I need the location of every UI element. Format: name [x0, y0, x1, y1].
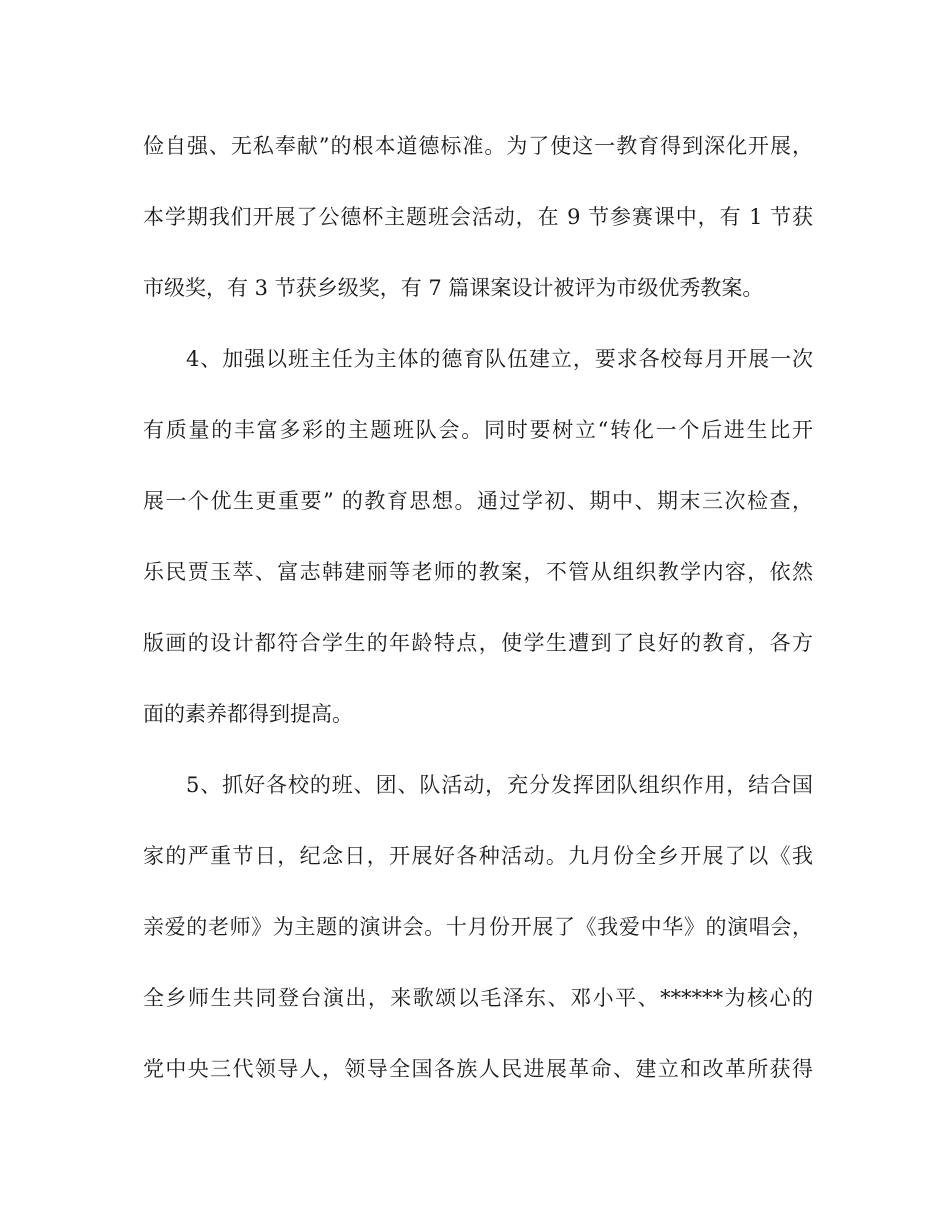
text-line-5: 有质量的丰富多彩的主题班队会。同时要树立“转化一个后进生比开	[143, 418, 813, 442]
text-line-8: 版画的设计都符合学生的年龄特点，使学生遭到了良好的教育，各方	[143, 631, 813, 655]
text-line-11: 家的严重节日，纪念日，开展好各种活动。九月份全乡开展了以《我	[143, 844, 813, 868]
text-line-4: 4、加强以班主任为主体的德育队伍建立，要求各校每月开展一次	[186, 347, 813, 371]
text-line-9: 面的素养都得到提高。	[143, 702, 353, 726]
text-line-14: 党中央三代领导人，领导全国各族人民进展革命、建立和改革所获得	[143, 1057, 813, 1081]
text-line-12: 亲爱的老师》为主题的演讲会。十月份开展了《我爱中华》的演唱会，	[143, 915, 813, 939]
text-line-6: 展一个优生更重要” 的教育思想。通过学初、期中、期末三次检查，	[143, 489, 813, 513]
text-line-3: 市级奖，有 3 节获乡级奖，有 7 篇课案设计被评为市级优秀教案。	[143, 276, 764, 300]
text-line-1: 俭自强、无私奉献”的根本道德标准。为了使这一教育得到深化开展，	[143, 134, 813, 158]
text-line-13: 全乡师生共同登台演出，来歌颂以毛泽东、邓小平、******为核心的	[143, 986, 813, 1010]
text-line-10: 5、抓好各校的班、团、队活动，充分发挥团队组织作用，结合国	[186, 773, 813, 797]
text-line-7: 乐民贾玉萃、富志韩建丽等老师的教案，不管从组织教学内容，依然	[143, 560, 813, 584]
text-line-2: 本学期我们开展了公德杯主题班会活动，在 9 节参赛课中，有 1 节获	[143, 205, 813, 229]
